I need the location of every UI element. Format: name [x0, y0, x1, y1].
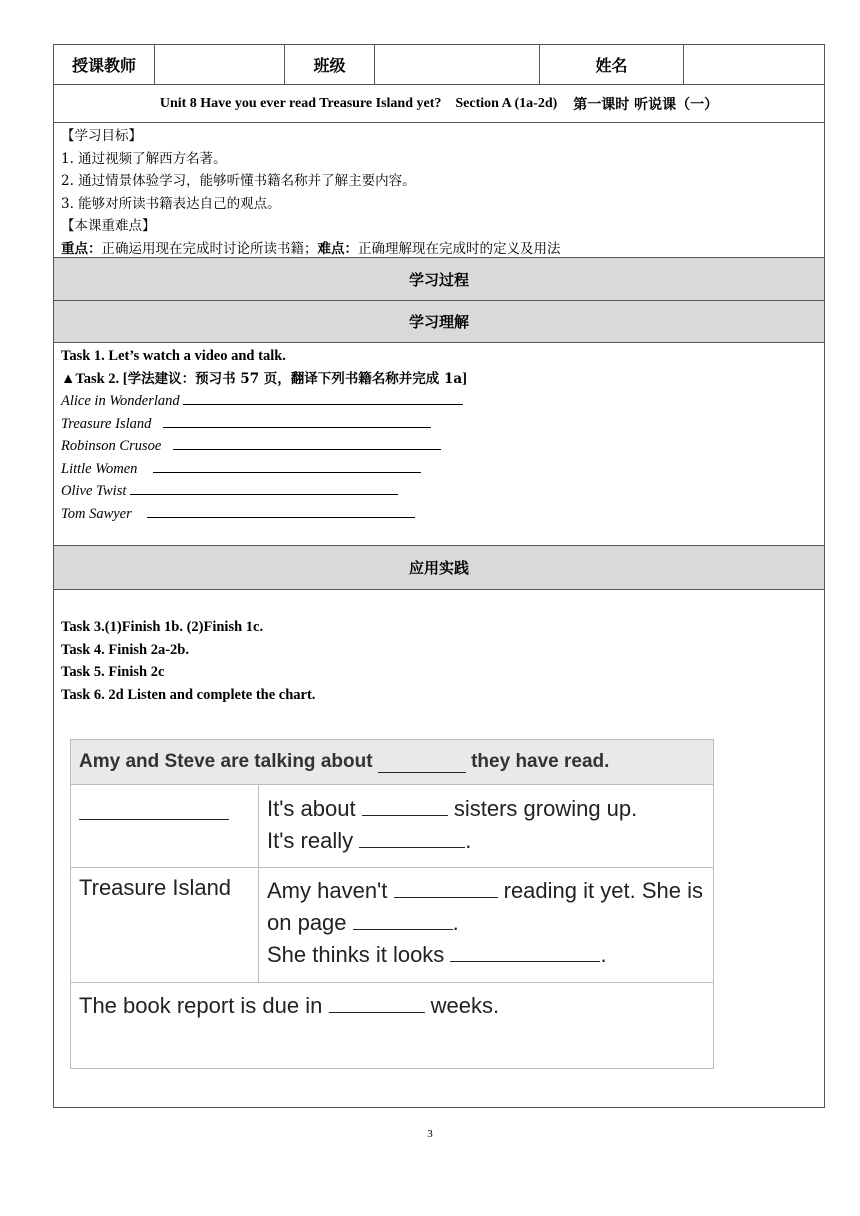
chart-row-3: The book report is due in weeks.: [79, 993, 500, 1018]
task-2: ▲Task 2. [学法建议：预习书 57 页，翻译下列书籍名称并完成 1a]: [61, 370, 467, 387]
name-label: 姓名: [540, 45, 684, 84]
class-value-cell[interactable]: [375, 45, 540, 84]
answer-blank[interactable]: [130, 480, 398, 495]
difficulty-text: 正确理解现在完成时的定义及用法: [358, 240, 561, 257]
book-title: Robinson Crusoe: [61, 438, 162, 454]
answer-blank[interactable]: [183, 390, 463, 405]
lesson-title-en: Unit 8 Have you ever read Treasure Island yet? Section A (1a-2d): [159, 95, 558, 111]
task-1: Task 1. Let’s watch a video and talk.: [61, 348, 286, 364]
goal-item: 2. 通过情景体验学习，能够听懂书籍名称并了解主要内容。: [61, 173, 416, 189]
chart-blank[interactable]: [362, 795, 448, 816]
learning-goals: [54, 123, 824, 258]
book-title: Olive Twist: [61, 483, 127, 499]
section-learning-process: 学习过程: [54, 258, 824, 301]
chart-blank[interactable]: [394, 877, 498, 898]
chart-header: Amy and Steve are talking about they have read.: [71, 740, 713, 785]
section-application-practice: 应用实践: [54, 546, 824, 590]
book-line: [61, 390, 817, 413]
book-title: Little Women: [61, 460, 138, 477]
chart-blank[interactable]: [79, 799, 229, 820]
chart-row-1: [71, 785, 713, 868]
book-title: Treasure Island: [61, 415, 152, 432]
chart-blank[interactable]: [378, 752, 466, 773]
task-3: Task 3.(1)Finish 1b. (2)Finish 1c.: [61, 619, 264, 635]
key-text: 正确运用现在完成时讨论所读书籍；: [101, 240, 318, 257]
lesson-title-cn: 第一课时 听说课（一）: [573, 96, 719, 113]
key-points: [61, 238, 817, 261]
goal-item: 3. 能够对所读书籍表达自己的观点。: [61, 195, 281, 212]
chart-blank[interactable]: [359, 827, 465, 848]
goal-item: 1. 通过视频了解西方名著。: [61, 150, 227, 167]
book-line: [61, 413, 817, 436]
info-header-row: [54, 45, 824, 85]
book-line: [61, 458, 817, 481]
class-label: 班级: [285, 45, 375, 84]
name-value-cell[interactable]: [684, 45, 824, 84]
book-title: Alice in Wonderland: [61, 393, 180, 409]
key-points-heading: 【本课重难点】: [61, 218, 156, 234]
answer-blank[interactable]: [173, 435, 441, 450]
task-6: Task 6. 2d Listen and complete the chart.: [61, 686, 316, 703]
chart-cell-right: It's about sisters growing up. It's really .: [267, 796, 638, 853]
chart-cell-right: Amy haven't reading it yet. She is on page . She thinks it looks .: [267, 878, 703, 967]
teacher-label: 授课教师: [54, 45, 155, 84]
answer-blank[interactable]: [153, 458, 421, 473]
goals-heading: 【学习目标】: [61, 128, 142, 144]
worksheet-table: [53, 44, 825, 1108]
section-learning-understanding: 学习理解: [54, 301, 824, 343]
chart-cell-left: Treasure Island: [71, 867, 259, 982]
book-title: Tom Sawyer: [61, 505, 132, 522]
understanding-tasks: [54, 343, 824, 546]
book-line: [61, 503, 817, 526]
answer-blank[interactable]: [147, 503, 415, 518]
teacher-value-cell[interactable]: [155, 45, 285, 84]
chart-blank[interactable]: [329, 992, 425, 1013]
practice-tasks: [54, 590, 824, 1108]
listening-chart: [70, 739, 714, 1069]
page-number: 3: [427, 1128, 433, 1140]
book-line: [61, 435, 817, 458]
key-label: 重点：: [61, 240, 102, 257]
chart-row-2: [71, 867, 713, 983]
task-5: Task 5. Finish 2c: [61, 664, 165, 680]
chart-cell-left: [71, 785, 259, 867]
answer-blank[interactable]: [163, 413, 431, 428]
book-line: [61, 480, 817, 503]
task-4: Task 4. Finish 2a-2b.: [61, 641, 190, 658]
difficulty-label: 难点：: [317, 240, 358, 257]
lesson-title: [54, 85, 824, 123]
chart-blank[interactable]: [353, 909, 453, 930]
chart-blank[interactable]: [450, 941, 600, 962]
